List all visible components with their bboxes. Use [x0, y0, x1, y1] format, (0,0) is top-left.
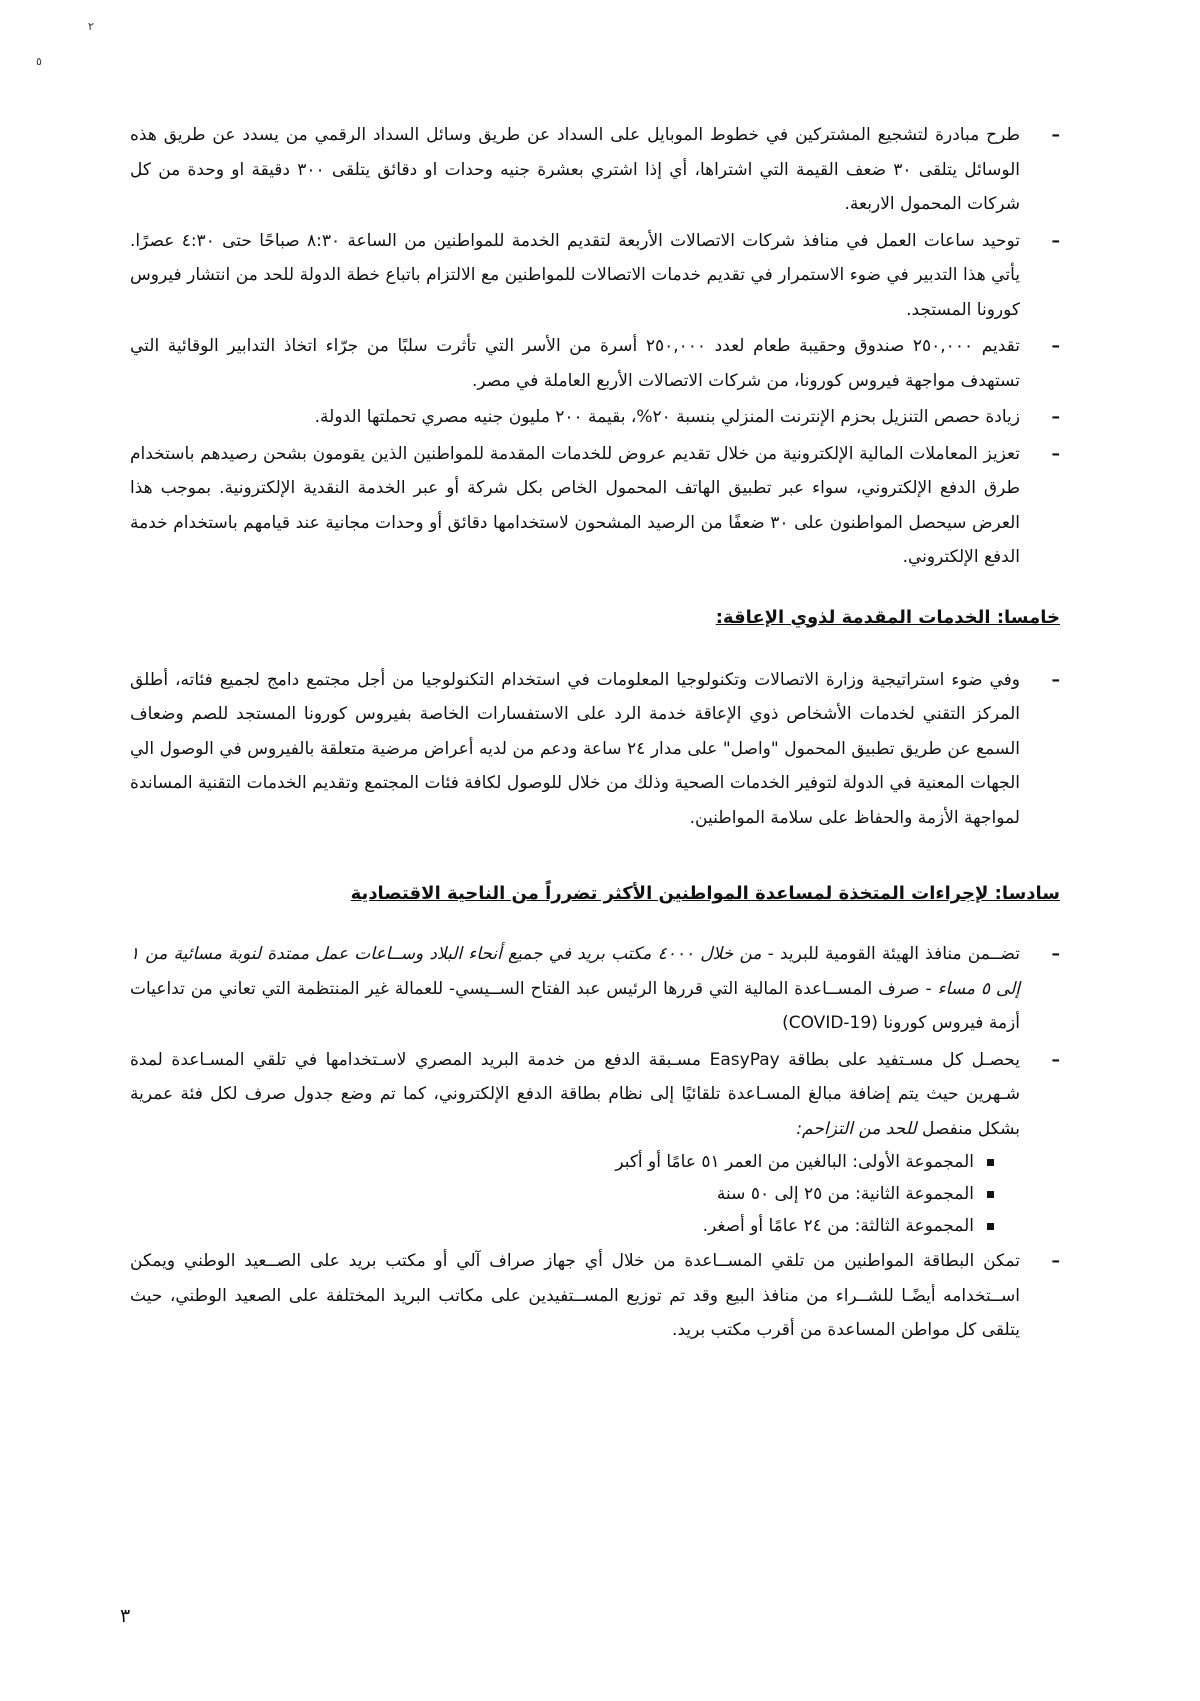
document-body	[130, 118, 1060, 1350]
list-item: – طرح مبادرة لتشجيع المشتركين في خطوط الموبايل على السداد عن طريق وسائل السداد الرقمي من يسدد عن طريق هذه الوسائل يتلقى ٣٠ ضعف القيمة التي اشتراها، أي إذا اشتري بعشرة جنيه وحدات او دقائق يتلقى ٣٠٠ دقيقة او وحدة من كل شركات المحمول الاربعة.	[130, 118, 1060, 222]
section5-list	[130, 663, 1060, 836]
scan-mark: ٢	[88, 20, 94, 33]
section5-heading: خامسا: الخدمات المقدمة لذوي الإعاقة:	[715, 606, 1060, 628]
age-group-item: المجموعة الثانية: من ٢٥ إلى ٥٠ سنة	[130, 1178, 996, 1210]
section6-list	[130, 937, 1060, 1348]
section4-list	[130, 118, 1060, 575]
list-item: – زيادة حصص التنزيل بحزم الإنترنت المنزلي بنسبة ٢٠%، بقيمة ٢٠٠ مليون جنيه مصري تحملتها الدولة.	[130, 400, 1060, 435]
list-item: – توحيد ساعات العمل في منافذ شركات الاتصالات الأربعة لتقديم الخدمة للمواطنين من الساعة ٨:٣٠ صباحًا حتى ٤:٣٠ عصرًا. يأتي هذا التدبير في ضوء الاستمرار في تقديم خدمات الاتصالات للمواطنين مع الالتزام باتباع خطة الدولة للحد من انتشار فيروس كورونا المستجد.	[130, 224, 1060, 328]
list-item: – تقديم ٢٥٠,٠٠٠ صندوق وحقيبة طعام لعدد ٢٥٠,٠٠٠ أسرة من الأسر التي تأثرت سلبًا من جرّاء اتخاذ التدابير الوقائية التي تستهدف مواجهة فيروس كورونا، من شركات الاتصالات الأربع العاملة في مصر.	[130, 329, 1060, 398]
page-number: ٣	[120, 1605, 131, 1627]
section6-heading: سادسا: لإجراءات المتخذة لمساعدة المواطنين الأكثر تضرراً من الناحية الاقتصادية	[350, 883, 1060, 904]
list-item	[130, 1043, 1060, 1243]
age-group-item: المجموعة الأولى: البالغين من العمر ٥١ عامًا أو أكبر	[130, 1146, 996, 1178]
item-text: يحصـل كل مسـتفيد على بطاقة EasyPay مسـبقة الدفع من خدمة البريد المصري لاسـتخدامها في تلقي المسـاعدة لمدة شـهرين حيث يتم إضافة مبالغ المسـاعدة تلقائيًا إلى نظام بطاقة الدفع الإلكتروني، كما تم وضع جدول صرف لكل فئة عمرية بشكل منفصل	[130, 1049, 1020, 1139]
age-group-item: المجموعة الثالثة: من ٢٤ عامًا أو أصغر.	[130, 1210, 996, 1242]
list-item: – وفي ضوء استراتيجية وزارة الاتصالات وتكنولوجيا المعلومات في استخدام التكنولوجيا من أجل مجتمع دامج لجميع فئاته، أطلق المركز التقني لخدمات الأشخاص ذوي الإعاقة خدمة الرد على الاستفسارات الخاصة بفيروس كورونا المستجد للصم وضعاف السمع عن طريق تطبيق المحمول "واصل" على مدار ٢٤ ساعة ودعم من لديه أعراض مرضية متعلقة بالفيروس في الوصول الي الجهات المعنية في الدولة لتوفير الخدمات الصحية وذلك من خلال للوصول لكافة فئات المجتمع وتقديم الخدمات التقنية المساندة لمواجهة الأزمة والحفاظ على سلامة المواطنين.	[130, 663, 1060, 836]
item-italic-text: للحد من التزاحم:	[796, 1118, 917, 1139]
item-italic-text: من خلال ٤٠٠٠ مكتب بريد في جميع أنحاء البلاد وســاعات عمل ممتدة لنوبة مسائية من ١ إلى ٥ مساء	[130, 944, 1020, 999]
item-text: تضــمن منافذ الهيئة القومية للبريد -	[761, 944, 1020, 964]
age-groups-list	[130, 1146, 1020, 1242]
list-item	[130, 937, 1060, 1041]
item-text: - صرف المســاعدة المالية التي قررها الرئيس عبد الفتاح الســيسي- للعمالة غير المنتظمة التي تعاني من تداعيات أزمة فيروس كورونا (COVID-19)	[130, 978, 1020, 1033]
list-item: – تعزيز المعاملات المالية الإلكترونية من خلال تقديم عروض للخدمات المقدمة للمواطنين الذين يقومون بشحن رصيدهم باستخدام طرق الدفع الإلكتروني، سواء عبر تطبيق الهاتف المحمول الخاص بكل شركة أو عبر الخدمة النقدية الإلكترونية. بموجب هذا العرض سيحصل المواطنون على ٣٠ ضعفًا من الرصيد المشحون لاستخدامها دقائق أو وحدات مجانية عند قيامهم باستخدام خدمة الدفع الإلكتروني.	[130, 437, 1060, 575]
list-item: – تمكن البطاقة المواطنين من تلقي المســاعدة من خلال أي جهاز صراف آلي أو مكتب بريد على الصــعيد الوطني ويمكن اســتخدامه أيضًـا للشــراء من منافذ البيع وقد تم توزيع المســتفيدين على مكاتب البريد المختلفة على الصعيد الوطني، حيث يتلقى كل مواطن المساعدة من أقرب مكتب بريد.	[130, 1244, 1060, 1348]
scan-mark: ٥	[36, 55, 42, 68]
